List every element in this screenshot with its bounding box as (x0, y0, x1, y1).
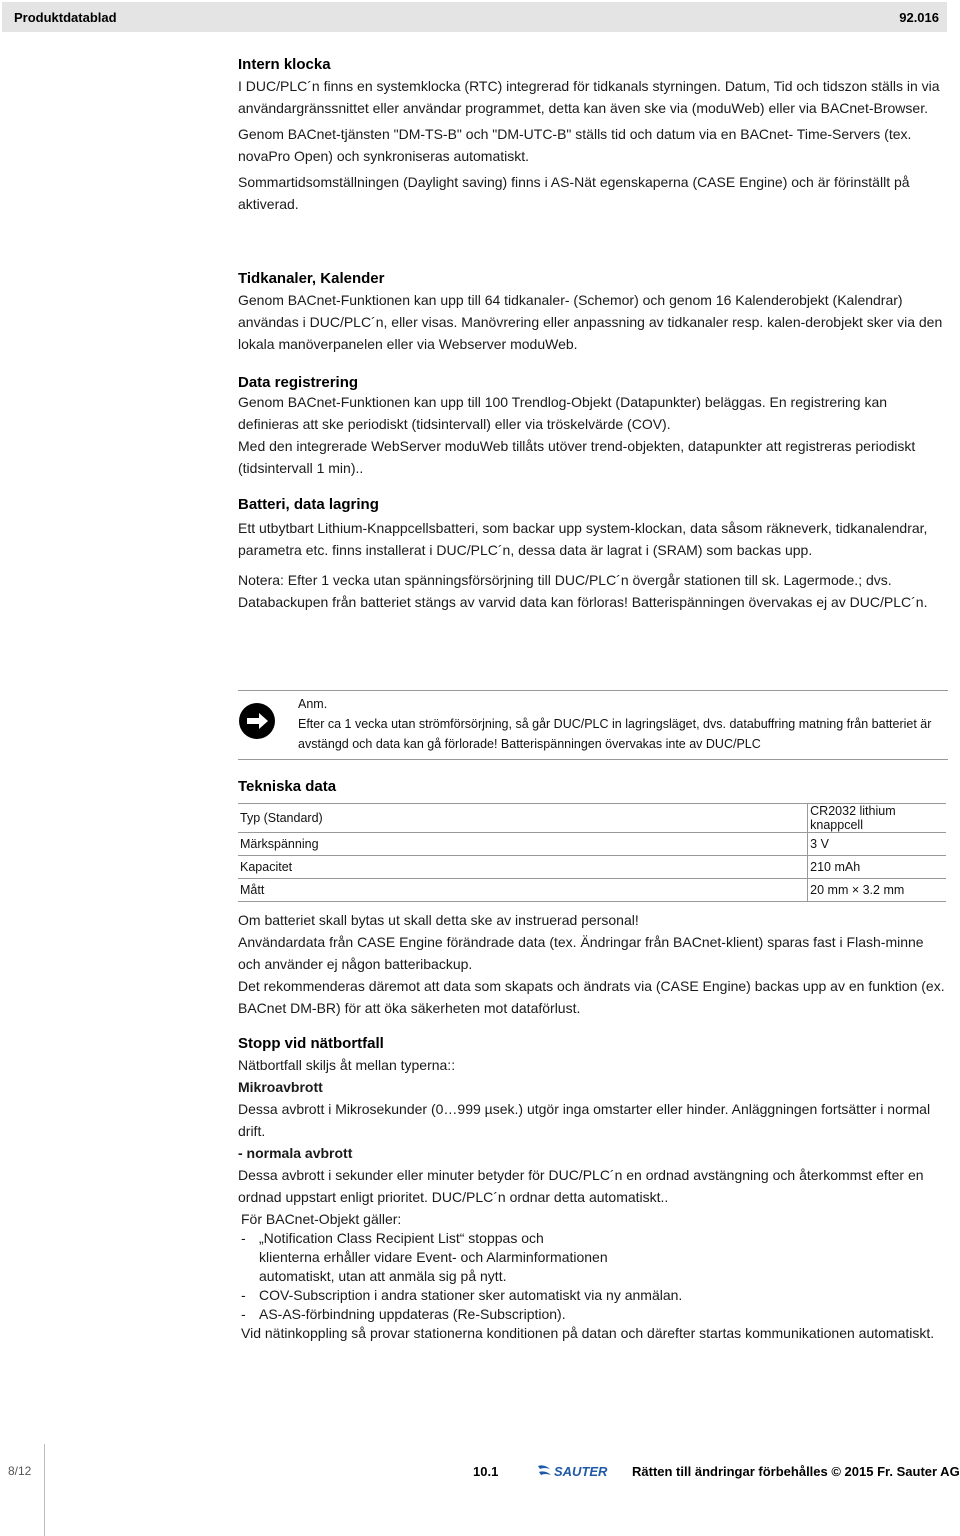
paragraph: Användardata från CASE Engine förändrade data (tex. Ändringar från BACnet-klient) sparas fast i Flash-minne och använder ej någon batteribackup. (238, 934, 924, 972)
bacnet-intro: För BACnet-Objekt gäller: (241, 1211, 402, 1227)
table-row (238, 804, 946, 833)
list-dash: - (241, 1306, 246, 1322)
list-item (241, 1229, 950, 1286)
paragraph: I DUC/PLC´n finns en systemklocka (RTC) integrerad för tidkanals styrningen. Datum, Tid och tidszon ställs in via användargränssnittet eller användar programmet, detta kan även ske via (moduWeb) eller via BACnet-Browser. (238, 78, 940, 116)
version-number: 10.1 (473, 1464, 499, 1479)
paragraph: Det rekommenderas däremot att data som skapats och ändrats via (CASE Engine) backas upp av en funktion (ex. BACnet DM-BR) för att öka säkerheten mot dataförlust. (238, 978, 945, 1016)
paragraph: Genom BACnet-tjänsten "DM-TS-B" och "DM-UTC-B" ställs tid och datum via en BACnet- Time-Servers (tex. novaPro Open) och synkroniseras automatiskt. (238, 126, 912, 164)
arrow-right-icon (238, 702, 276, 740)
section-title: Tidkanaler, Kalender (238, 270, 385, 287)
paragraph: Med den integrerade WebServer moduWeb tillåts utöver trend-objekten, datapunkter att registreras periodiskt (tidsintervall 1 min).. (238, 438, 916, 476)
list-line: AS-AS-förbindning uppdateras (Re-Subscription). (259, 1306, 566, 1322)
table-row (238, 833, 946, 856)
table-label: Typ (Standard) (238, 804, 808, 833)
list-line: klienterna erhåller vidare Event- och Alarminformationen (259, 1249, 608, 1265)
paragraph: Sommartidsomställningen (Daylight saving) finns i AS-Nät egenskaperna (CASE Engine) och är förinställt på aktiverad. (238, 174, 910, 212)
table-row (238, 879, 946, 902)
paragraph: Ett utbytbart Lithium-Knappcellsbatteri, som backar upp system-klockan, data såsom räkneverk, tidkanalendrar, parametra etc. finns installerat i DUC/PLC´n, dessa data är lagrat i (SRAM) som backas upp. (238, 520, 928, 558)
table-row (238, 856, 946, 879)
tech-table (238, 803, 946, 902)
paragraph: Nätbortfall skiljs åt mellan typerna:: (238, 1057, 456, 1073)
list-line: COV-Subscription i andra stationer sker automatiskt via ny anmälan. (259, 1287, 683, 1303)
table-label: Märkspänning (238, 833, 808, 856)
section-title: Intern klocka (238, 56, 331, 73)
logo-text: SAUTER (554, 1464, 608, 1479)
paragraph: Genom BACnet-Funktionen kan upp till 100 Trendlog-Objekt (Datapunkter) beläggas. En registrering kan definieras att ske periodiskt (tidsintervall) eller via tröskelvärde (COV). (238, 394, 888, 432)
document-type: Produktdatablad (14, 10, 117, 25)
footer-divider (44, 1444, 45, 1536)
copyright: Rätten till ändringar förbehålles © 2015 Fr. Sauter AG (632, 1464, 960, 1479)
list-dash: - (241, 1287, 246, 1303)
note-title: Anm. (298, 697, 328, 711)
section-title: Batteri, data lagring (238, 496, 379, 513)
table-value: 20 mm × 3.2 mm (808, 879, 946, 902)
table-label: Kapacitet (238, 856, 808, 879)
section-clock (238, 56, 950, 215)
section-datalog (238, 374, 950, 479)
document-number: 92.016 (899, 10, 939, 25)
tech-title: Tekniska data (238, 778, 337, 795)
subsection-title: - normala avbrott (238, 1145, 353, 1161)
section-battery (238, 496, 950, 613)
table-value: 3 V (808, 833, 946, 856)
list-dash: - (241, 1230, 246, 1246)
paragraph: Om batteriet skall bytas ut skall detta ske av instruerad personal! (238, 912, 639, 928)
section-channels (238, 270, 950, 355)
table-value: CR2032 lithium knappcell (808, 804, 946, 833)
note-body: Efter ca 1 vecka utan strömförsörjning, så går DUC/PLC in lagringsläget, dvs. databuffring matning från batteriet är avstängd och data kan gå förlorade! Batterispänningen övervakas inte av DUC/PLC (298, 717, 932, 751)
note-box (238, 690, 948, 760)
list-item (241, 1286, 950, 1305)
table-value: 210 mAh (808, 856, 946, 879)
paragraph: Genom BACnet-Funktionen kan upp till 64 tidkanaler- (Schemor) och genom 16 Kalenderobjekt (Kalendrar) användas i DUC/PLC´n, eller visas. Manövrering eller anpassning av tidkanaler resp. kalen-derobjekt sker via den lokala manöverpanelen eller via Webserver moduWeb. (238, 292, 943, 352)
paragraph: Dessa avbrott i Mikrosekunder (0…999 µsek.) utgör inga omstarter eller hinder. Anläggningen fortsätter i normal drift. (238, 1101, 931, 1139)
list-line: „Notification Class Recipient List“ stoppas och (259, 1230, 544, 1246)
section-power (238, 1035, 950, 1343)
section-title: Stopp vid nätbortfall (238, 1035, 384, 1052)
closing-text: Vid nätinkoppling så provar stationerna konditionen på datan och därefter startas kommunikationen automatiskt. (241, 1325, 935, 1341)
section-battery-notes (238, 909, 950, 1019)
note-text (298, 694, 946, 754)
section-title: Data registrering (238, 374, 359, 391)
sauter-logo (536, 1462, 618, 1480)
table-label: Mått (238, 879, 808, 902)
list-line: automatiskt, utan att anmäla sig på nytt. (259, 1268, 507, 1284)
subsection-title: Mikroavbrott (238, 1079, 323, 1095)
list-item (241, 1305, 950, 1324)
page-number: 8/12 (8, 1464, 32, 1478)
header-bar (2, 2, 947, 32)
paragraph: Notera: Efter 1 vecka utan spänningsförsörjning till DUC/PLC´n övergår stationen till sk. Lagermode.; dvs. Databackupen från batteriet stängs av varvid data kan förloras! Batterispänningen övervakas ej av DUC/PLC´n. (238, 572, 928, 610)
paragraph: Dessa avbrott i sekunder eller minuter betyder för DUC/PLC´n en ordnad avstängning och återkommst efter en ordnad uppstart enligt prioritet. DUC/PLC´n ordnar detta automatiskt.. (238, 1167, 924, 1205)
bacnet-block (241, 1210, 950, 1343)
